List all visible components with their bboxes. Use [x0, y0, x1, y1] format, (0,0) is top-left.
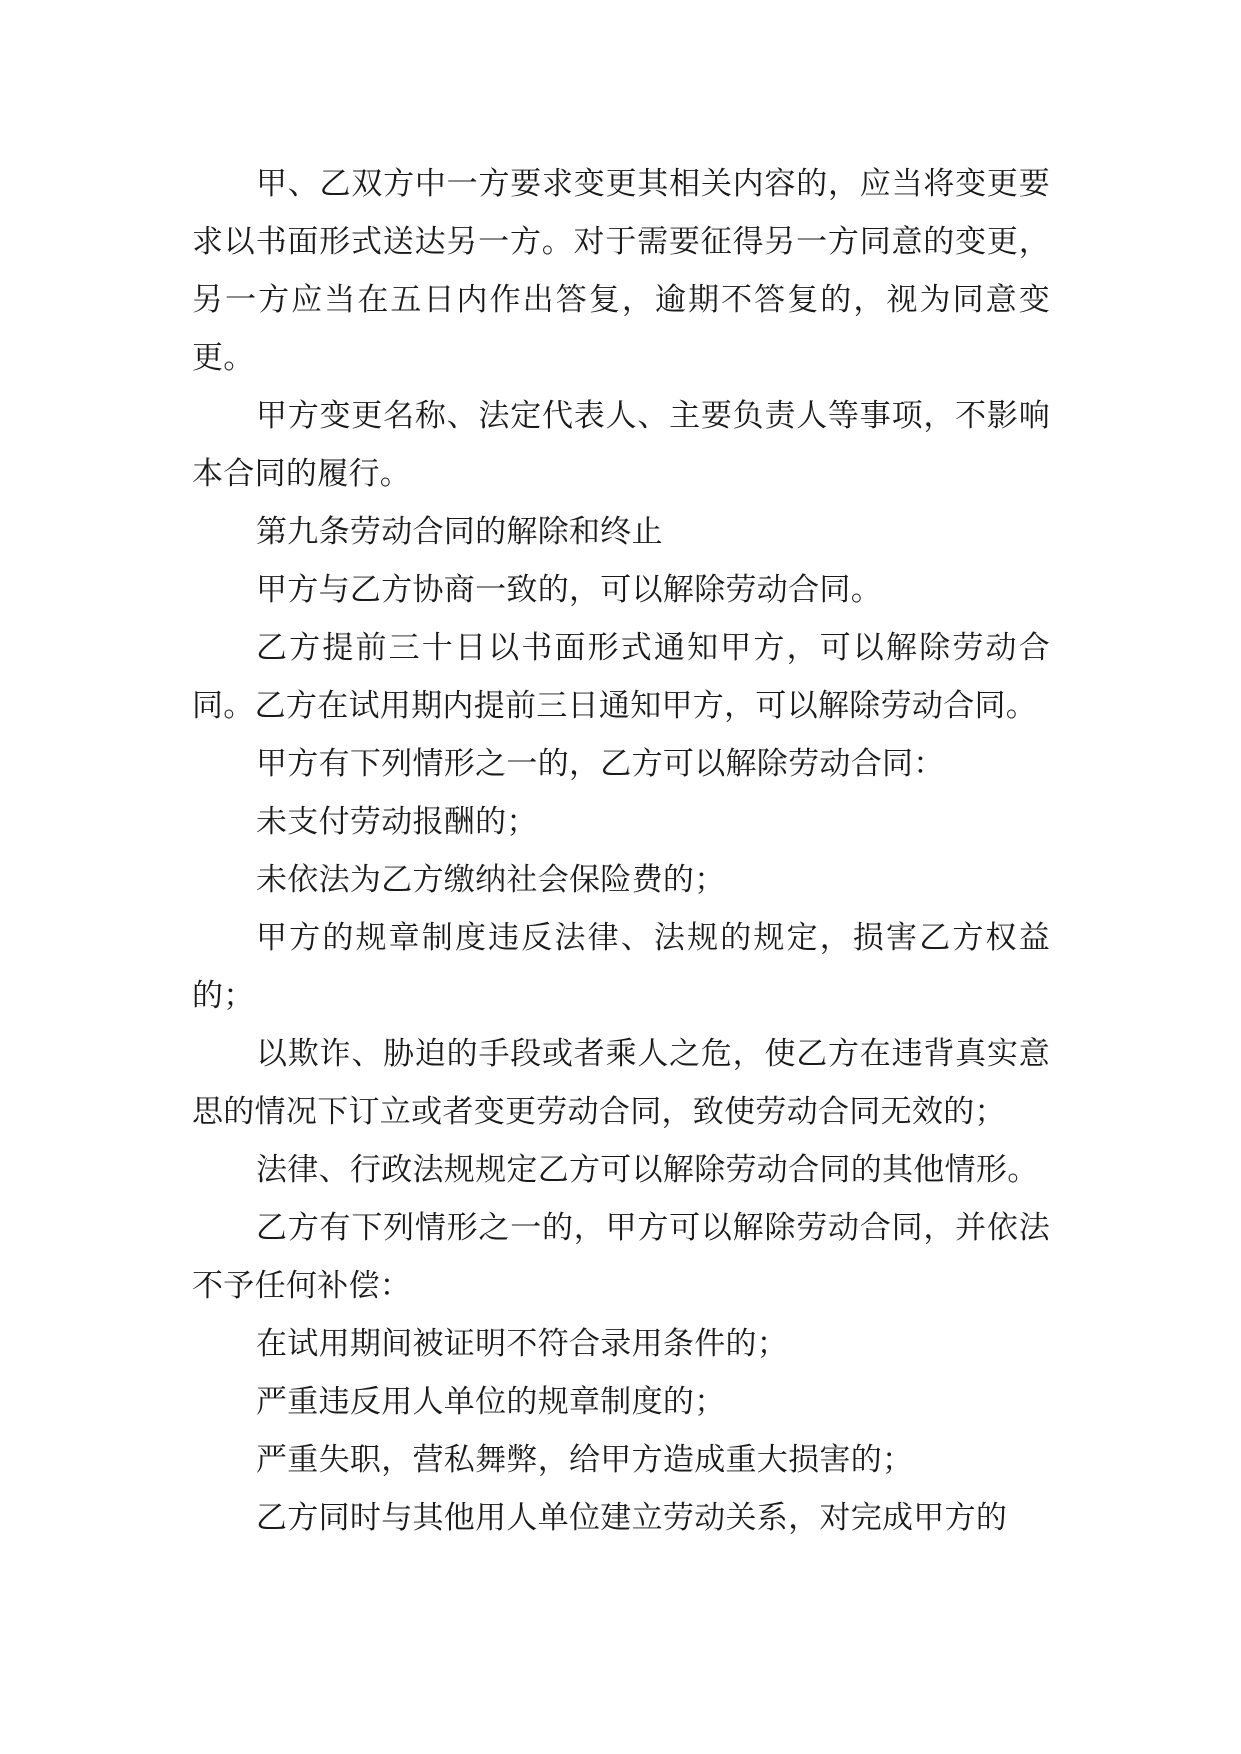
paragraph-name-change: 甲方变更名称、法定代表人、主要负责人等事项，不影响本合同的履行。 [192, 398, 1050, 492]
list-item-dual-employment: 乙方同时与其他用人单位建立劳动关系，对完成甲方的 [256, 1500, 1008, 1536]
paragraph-mutual-termination: 甲方与乙方协商一致的，可以解除劳动合同。 [256, 572, 882, 608]
paragraph-change-request: 甲、乙双方中一方要求变更其相关内容的，应当将变更要求以书面形式送达另一方。对于需要征得另一方同意的变更，另一方应当在五日内作出答复，逾期不答复的，视为同意变更。 [192, 166, 1050, 376]
paragraph-notice-termination: 乙方提前三十日以书面形式通知甲方，可以解除劳动合同。乙方在试用期内提前三日通知甲方，可以解除劳动合同。 [192, 630, 1050, 724]
list-item-social-insurance: 未依法为乙方缴纳社会保险费的； [256, 862, 726, 898]
list-item-rules-violation: 甲方的规章制度违反法律、法规的规定，损害乙方权益的； [192, 920, 1050, 1014]
paragraph-party-a-conditions-intro: 甲方有下列情形之一的，乙方可以解除劳动合同： [256, 746, 945, 782]
list-item-fraud-coercion: 以欺诈、胁迫的手段或者乘人之危，使乙方在违背真实意思的情况下订立或者变更劳动合同，致使劳动合同无效的； [192, 1036, 1050, 1130]
list-item-serious-rule-violation: 严重违反用人单位的规章制度的； [256, 1384, 726, 1420]
document-body [192, 155, 1050, 1547]
section-heading-article-9: 第九条劳动合同的解除和终止 [256, 514, 663, 550]
list-item-serious-negligence: 严重失职，营私舞弊，给甲方造成重大损害的； [256, 1442, 914, 1478]
list-item-other-legal-cases: 法律、行政法规规定乙方可以解除劳动合同的其他情形。 [256, 1152, 1039, 1188]
list-item-unpaid-wages: 未支付劳动报酬的； [256, 804, 538, 840]
paragraph-party-b-conditions-intro: 乙方有下列情形之一的，甲方可以解除劳动合同，并依法不予任何补偿： [192, 1210, 1050, 1304]
list-item-probation-failure: 在试用期间被证明不符合录用条件的； [256, 1326, 789, 1362]
